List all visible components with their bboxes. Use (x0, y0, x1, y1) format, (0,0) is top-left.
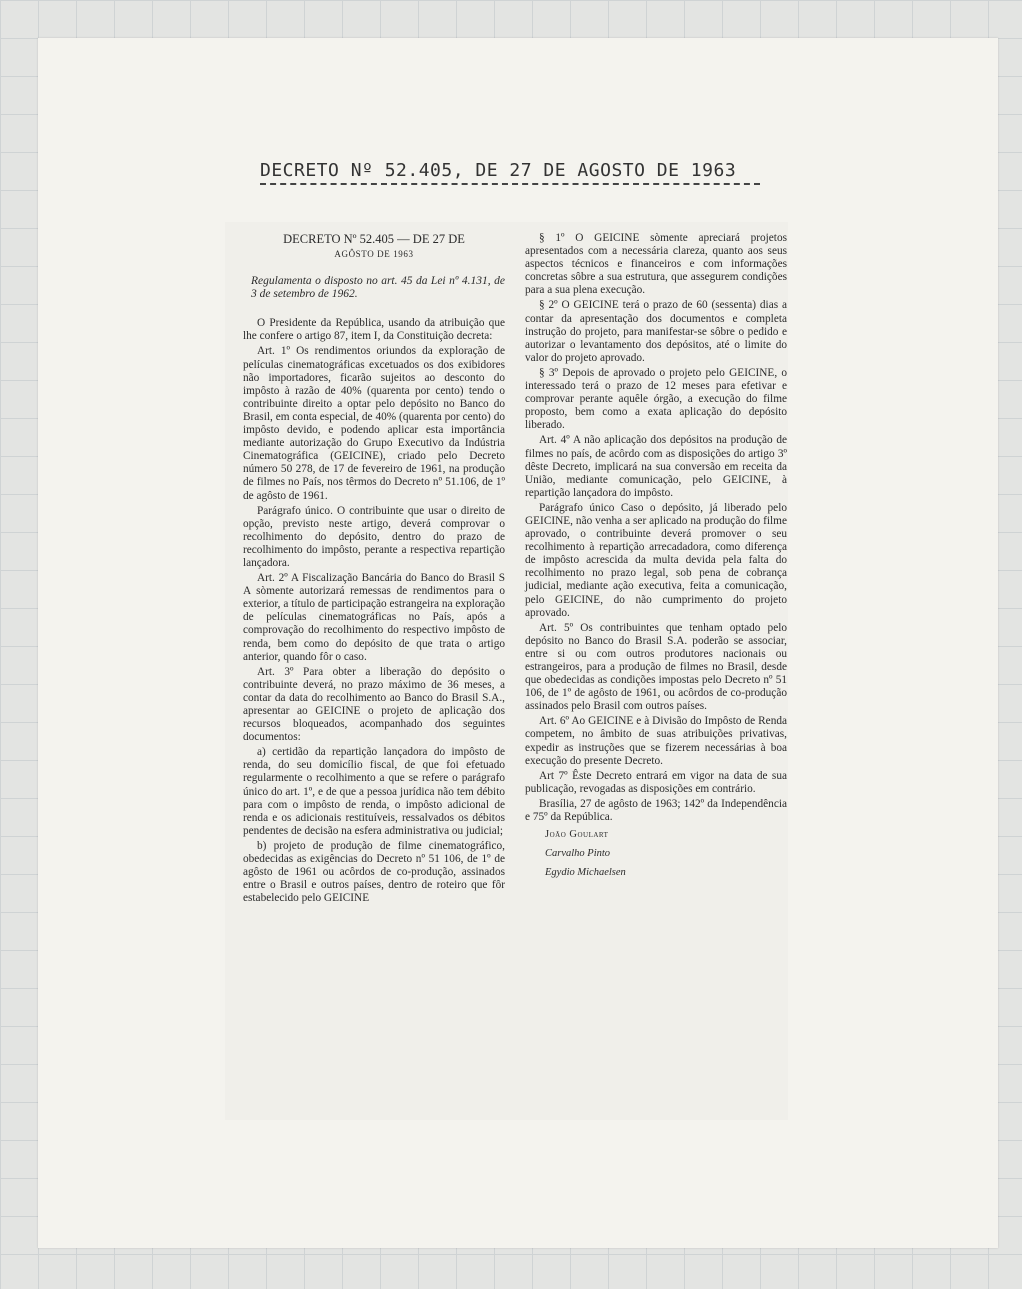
paragraph: Parágrafo único. O contribuinte que usar o direito de opção, previsto neste artigo, deverá comprovar o recolhimento do depósito, dentro do prazo de recolhimento do impôsto, perante a respectiva repartição lançadora. (243, 504, 505, 569)
clipping-heading-date: AGÔSTO DE 1963 (334, 249, 414, 259)
paragraph: Art. 1º Os rendimentos oriundos da exploração de películas cinematográficas excetuados os dos exibidores não importadores, ficarão sujeitos ao desconto do impôsto à razão de 40% (quarenta por cento) tendo o contribuinte direito a optar pelo depósito no Banco do Brasil, em conta especial, de 40% (quarenta por cento) do impôsto devido, e podendo aplicar esta importância mediante autorização do Grupo Executivo da Indústria Cinematográfica (GEICINE), criado pelo Decreto número 50 278, de 17 de fevereiro de 1961, na produção de filmes no País, nos têrmos do Decreto nº 51.106, de 1º de agôsto de 1961. (243, 345, 505, 502)
paragraph: Brasília, 27 de agôsto de 1963; 142º da Independência e 75º da República. (525, 797, 787, 824)
paragraph: Art. 3º Para obter a liberação do depósito o contribuinte deverá, no prazo máximo de 36 meses, a contar da data do recolhimento ao Banco do Brasil S.A., apresentar ao GEICINE o projeto de aplicação dos recursos bloqueados, acompanhado dos seguintes documentos: (243, 665, 505, 744)
signature: Carvalho Pinto (545, 848, 611, 860)
typed-title: DECRETO Nº 52.405, DE 27 DE AGOSTO DE 1963 (260, 160, 760, 185)
signature: João Goulart (545, 829, 609, 841)
clipping-ementa: Regulamenta o disposto no art. 45 da Lei nº 4.131, de 3 de setembro de 1962. (251, 275, 505, 301)
paragraph: § 3º Depois de aprovado o projeto pelo GEICINE, o interessado terá o prazo de 12 meses para efetivar e comprovar perante aquêle órgão, a execução do filme proposto, bem como a exata aplicação do depósito liberado. (525, 366, 787, 432)
paragraph: b) projeto de produção de filme cinematográfico, obedecidas as exigências do Decreto nº 51 106, de 1º de agôsto de 1961 ou acôrdos de co-produção, assinados entre o Brasil e outros países, dentro de roteiro que fôr estabelecido pelo GEICINE (243, 839, 505, 905)
paragraph: § 1º O GEICINE sòmente apreciará projetos apresentados com a necessária clareza, quanto aos seus aspectos técnicos e financeiros e com informações concretas sôbre a sua estrutura, que assegurem condições para a sua plena execução. (525, 232, 787, 297)
newspaper-clipping (225, 222, 788, 1120)
clipping-left-column (243, 232, 505, 907)
paragraph: Art 7º Êste Decreto entrará em vigor na data de sua publicação, revogadas as disposições em contrário. (525, 769, 787, 795)
signature: Egydio Michaelsen (545, 867, 626, 879)
clipping-right-column (525, 232, 787, 885)
paragraph: § 2º O GEICINE terá o prazo de 60 (sessenta) dias a contar da apresentação dos documentos e completa instrução do projeto, para manifestar-se sôbre o pedido e autorizar o levantamento dos depósitos, até o limite do valor do projeto aprovado. (525, 299, 787, 364)
paragraph: Art. 6º Ao GEICINE e à Divisão do Impôsto de Renda competem, no âmbito de suas atribuições privativas, expedir as instruções que se fizerem necessárias à boa execução do presente Decreto. (525, 715, 787, 767)
clipping-heading: DECRETO Nº 52.405 — DE 27 DE (283, 232, 465, 246)
paragraph: Art. 5º Os contribuintes que tenham optado pelo depósito no Banco do Brasil S.A. poderão se associar, entre si ou com outros produtores nacionais ou estrangeiros, para a produção de filmes no Brasil, desde que obedecidas as condições impostas pelo Decreto nº 51 106, de 1º de agôsto de 1961, ou acôrdos de co-produção assinados pelo Brasil com outros países. (525, 621, 787, 713)
paragraph: O Presidente da República, usando da atribuição que lhe confere o artigo 87, item I, da Constituição decreta: (243, 317, 505, 343)
paragraph: Parágrafo único Caso o depósito, já liberado pelo GEICINE, não venha a ser aplicado na produção do filme aprovado, o contribuinte deverá promover o seu recolhimento à repartição arrecadadora, como diferença de impôsto acrescida da multa devida pela falta do recolhimento no prazo legal, sob pena de cobrança judicial, mediante ação executiva, feita a comunicação, pelo GEICINE, do não cumprimento do projeto aprovado. (525, 501, 787, 619)
paragraph: a) certidão da repartição lançadora do impôsto de renda, do seu domicílio fiscal, de que foi efetuado regularmente o recolhimento a que se refere o parágrafo único do art. 1º, e de que a pessoa jurídica não tem débito para com o impôsto de renda, o impôsto adicional de renda e os adicionais restituíveis, ressalvados os débitos pendentes de decisão na esfera administrativa ou judicial; (243, 746, 505, 837)
paragraph: Art. 4º A não aplicação dos depósitos na produção de filmes no país, de acôrdo com as disposições do artigo 3º dêste Decreto, implicará na sua conversão em receita da União, mediante comunicação, pelo GEICINE, à repartição lançadora do impôsto. (525, 434, 787, 499)
paragraph: Art. 2º A Fiscalização Bancária do Banco do Brasil S A sòmente autorizará remessas de rendimentos para o exterior, a título de participação estrangeira na exploração de películas cinematográficas no País, após a comprovação do recolhimento do respectivo impôsto de renda, bem como do depósito de que trata o artigo anterior, quando fôr o caso. (243, 572, 505, 663)
